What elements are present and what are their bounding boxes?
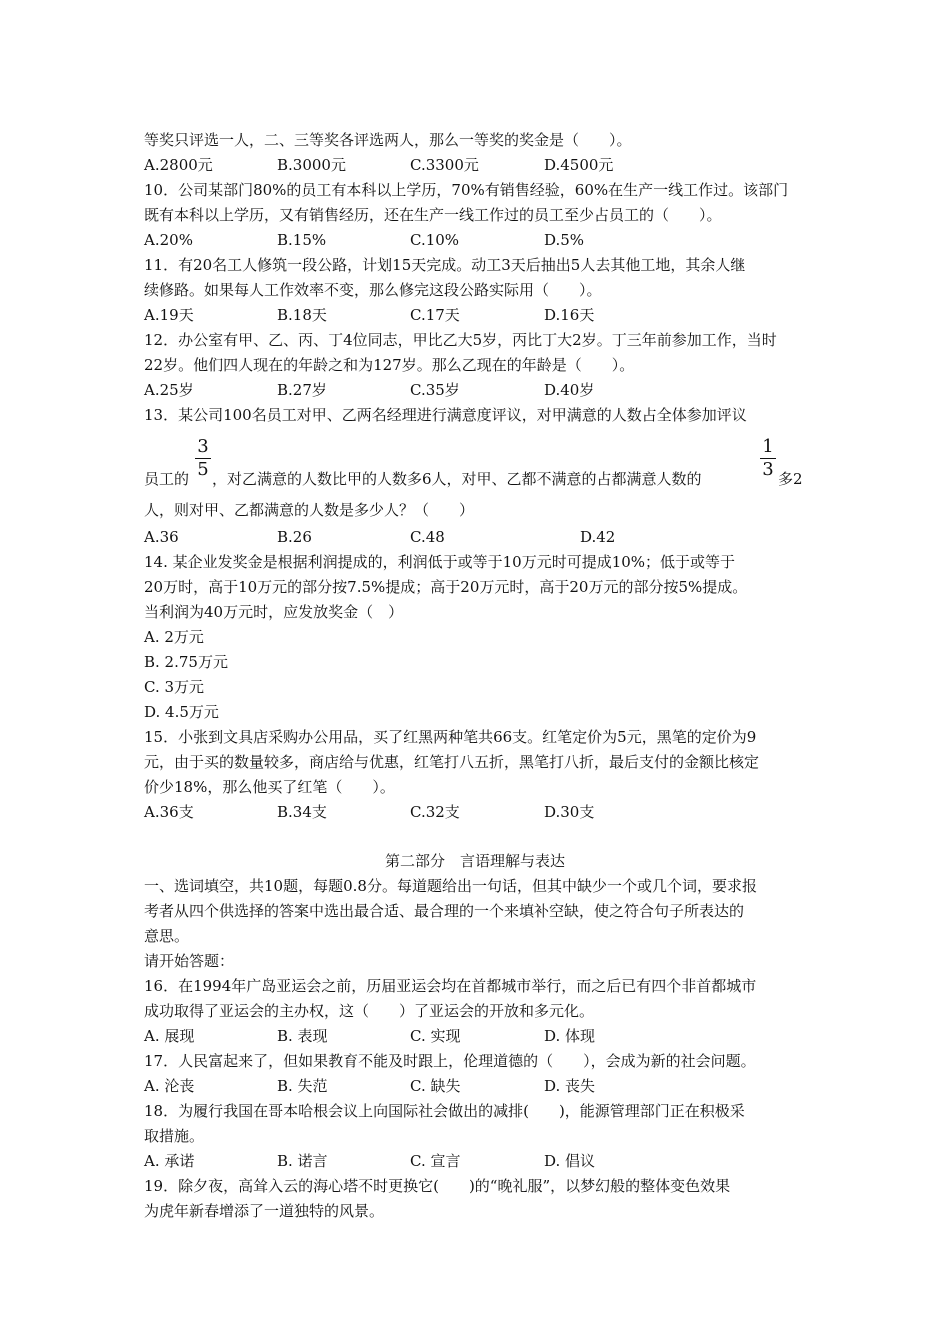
q16-stem-line1: 16．在1994年广岛亚运会之前，历届亚运会均在首都城市举行，而之后已有四个非首都城市 bbox=[144, 977, 757, 995]
q14-option-b: B. 2.75万元 bbox=[144, 653, 228, 671]
q11-stem-line1: 11．有20名工人修筑一段公路，计划15天完成。动工3天后抽出5人去其他工地，其余人继 bbox=[144, 256, 746, 274]
q16-stem-line2: 成功取得了亚运会的主办权，这（ ）了亚运会的开放和多元化。 bbox=[144, 1002, 595, 1020]
q14-stem-line1: 14. 某企业发奖金是根据利润提成的，利润低于或等于10万元时可提成10%；低于或等于 bbox=[144, 553, 736, 571]
q19-stem-line2: 为虎年新春增添了一道独特的风景。 bbox=[144, 1202, 385, 1220]
q15-stem-line3: 价少18%，那么他买了红笔（ ）。 bbox=[144, 778, 395, 796]
q15-option-a: A.36支 bbox=[144, 803, 194, 821]
q13-stem-line2-part2: ，对乙满意的人数比甲的人数多6人，对甲、乙都不满意的占都满意人数的 bbox=[212, 470, 702, 488]
q13-option-b: B.26 bbox=[277, 528, 312, 546]
instructions-line1: 一、选词填空，共10题，每题0.8分。每道题给出一句话，但其中缺少一个或几个词，要求报 bbox=[144, 877, 757, 895]
q10-option-c: C.10% bbox=[410, 231, 460, 249]
q14-option-c: C. 3万元 bbox=[144, 678, 205, 696]
q13-stem-line2-part1: 员工的 bbox=[144, 470, 190, 488]
q9-option-b: B.3000元 bbox=[277, 156, 346, 174]
q13-option-c: C.48 bbox=[410, 528, 445, 546]
q18-option-a: A. 承诺 bbox=[144, 1152, 195, 1170]
q12-stem-line1: 12．办公室有甲、乙、丙、丁4位同志，甲比乙大5岁，丙比丁大2岁。丁三年前参加工作，当时 bbox=[144, 331, 777, 349]
q10-option-a: A.20% bbox=[144, 231, 193, 249]
q13-option-a: A.36 bbox=[144, 528, 179, 546]
q11-stem-line2: 续修路。如果每人工作效率不变，那么修完这段公路实际用（ ）。 bbox=[144, 281, 602, 299]
q18-option-c: C. 宣言 bbox=[410, 1152, 461, 1170]
q17-option-a: A. 沦丧 bbox=[144, 1077, 195, 1095]
q10-option-d: D.5% bbox=[544, 231, 585, 249]
q13-stem-line2-part3: 多2 bbox=[778, 470, 803, 488]
q17-option-c: C. 缺失 bbox=[410, 1077, 461, 1095]
q10-option-b: B.15% bbox=[277, 231, 327, 249]
q13-stem-line1: 13．某公司100名员工对甲、乙两名经理进行满意度评议，对甲满意的人数占全体参加评议 bbox=[144, 406, 747, 424]
fraction-numerator: 3 bbox=[197, 436, 209, 457]
q16-option-d: D. 体现 bbox=[544, 1027, 596, 1045]
q14-stem-line2: 20万时，高于10万元的部分按7.5%提成；高于20万元时，高于20万元的部分按5%提成。 bbox=[144, 578, 748, 596]
fraction-denominator: 3 bbox=[762, 459, 774, 480]
q11-option-a: A.19天 bbox=[144, 306, 194, 324]
q10-stem-line2: 既有本科以上学历，又有销售经历，还在生产一线工作过的员工至少占员工的（ ）。 bbox=[144, 206, 722, 224]
q14-stem-line3: 当利润为40万元时，应发放奖金（ ） bbox=[144, 603, 404, 621]
q17-option-b: B. 失范 bbox=[277, 1077, 328, 1095]
q9-stem-tail: 等奖只评选一人，二、三等奖各评选两人，那么一等奖的奖金是（ ）。 bbox=[144, 131, 632, 149]
fraction-three-fifths bbox=[195, 437, 211, 480]
q9-option-c: C.3300元 bbox=[410, 156, 479, 174]
fraction-denominator: 5 bbox=[197, 459, 209, 480]
q12-option-d: D.40岁 bbox=[544, 381, 595, 399]
q15-option-c: C.32支 bbox=[410, 803, 460, 821]
q14-option-a: A. 2万元 bbox=[144, 628, 204, 646]
q9-option-a: A.2800元 bbox=[144, 156, 213, 174]
start-prompt: 请开始答题： bbox=[144, 952, 235, 970]
q12-option-b: B.27岁 bbox=[277, 381, 327, 399]
q16-option-b: B. 表现 bbox=[277, 1027, 328, 1045]
q15-stem-line1: 15．小张到文具店采购办公用品，买了红黑两种笔共66支。红笔定价为5元，黑笔的定价为9 bbox=[144, 728, 757, 746]
fraction-one-third bbox=[760, 437, 776, 480]
q19-stem-line1: 19．除夕夜，高耸入云的海心塔不时更换它( )的“晚礼服”，以梦幻般的整体变色效果 bbox=[144, 1177, 731, 1195]
q13-stem-line3: 人，则对甲、乙都满意的人数是多少人？（ ） bbox=[144, 501, 475, 519]
section-heading: 第二部分 言语理解与表达 bbox=[384, 852, 565, 870]
q15-stem-line2: 元，由于买的数量较多，商店给与优惠，红笔打八五折，黑笔打八折，最后支付的金额比核定 bbox=[144, 753, 760, 771]
q17-stem: 17．人民富起来了，但如果教育不能及时跟上，伦理道德的（ ），会成为新的社会问题。 bbox=[144, 1052, 756, 1070]
q13-option-d: D.42 bbox=[580, 528, 616, 546]
q12-option-a: A.25岁 bbox=[144, 381, 194, 399]
q18-stem-line2: 取措施。 bbox=[144, 1127, 205, 1145]
q11-option-d: D.16天 bbox=[544, 306, 595, 324]
q17-option-d: D. 丧失 bbox=[544, 1077, 596, 1095]
q16-option-c: C. 实现 bbox=[410, 1027, 461, 1045]
fraction-numerator: 1 bbox=[762, 436, 774, 457]
q15-option-d: D.30支 bbox=[544, 803, 595, 821]
q18-stem-line1: 18．为履行我国在哥本哈根会议上向国际社会做出的减排( )，能源管理部门正在积极采 bbox=[144, 1102, 745, 1120]
q9-option-d: D.4500元 bbox=[544, 156, 614, 174]
q12-stem-line2: 22岁。他们四人现在的年龄之和为127岁。那么乙现在的年龄是（ ）。 bbox=[144, 356, 635, 374]
instructions-line2: 考者从四个供选择的答案中选出最合适、最合理的一个来填补空缺，使之符合句子所表达的 bbox=[144, 902, 745, 920]
q18-option-d: D. 倡议 bbox=[544, 1152, 596, 1170]
q11-option-b: B.18天 bbox=[277, 306, 327, 324]
q16-option-a: A. 展现 bbox=[144, 1027, 195, 1045]
instructions-line3: 意思。 bbox=[144, 927, 190, 945]
q15-option-b: B.34支 bbox=[277, 803, 327, 821]
q11-option-c: C.17天 bbox=[410, 306, 460, 324]
q14-option-d: D. 4.5万元 bbox=[144, 703, 219, 721]
q10-stem-line1: 10．公司某部门80%的员工有本科以上学历，70%有销售经验，60%在生产一线工作过。该部门 bbox=[144, 181, 789, 199]
q12-option-c: C.35岁 bbox=[410, 381, 460, 399]
q18-option-b: B. 诺言 bbox=[277, 1152, 328, 1170]
